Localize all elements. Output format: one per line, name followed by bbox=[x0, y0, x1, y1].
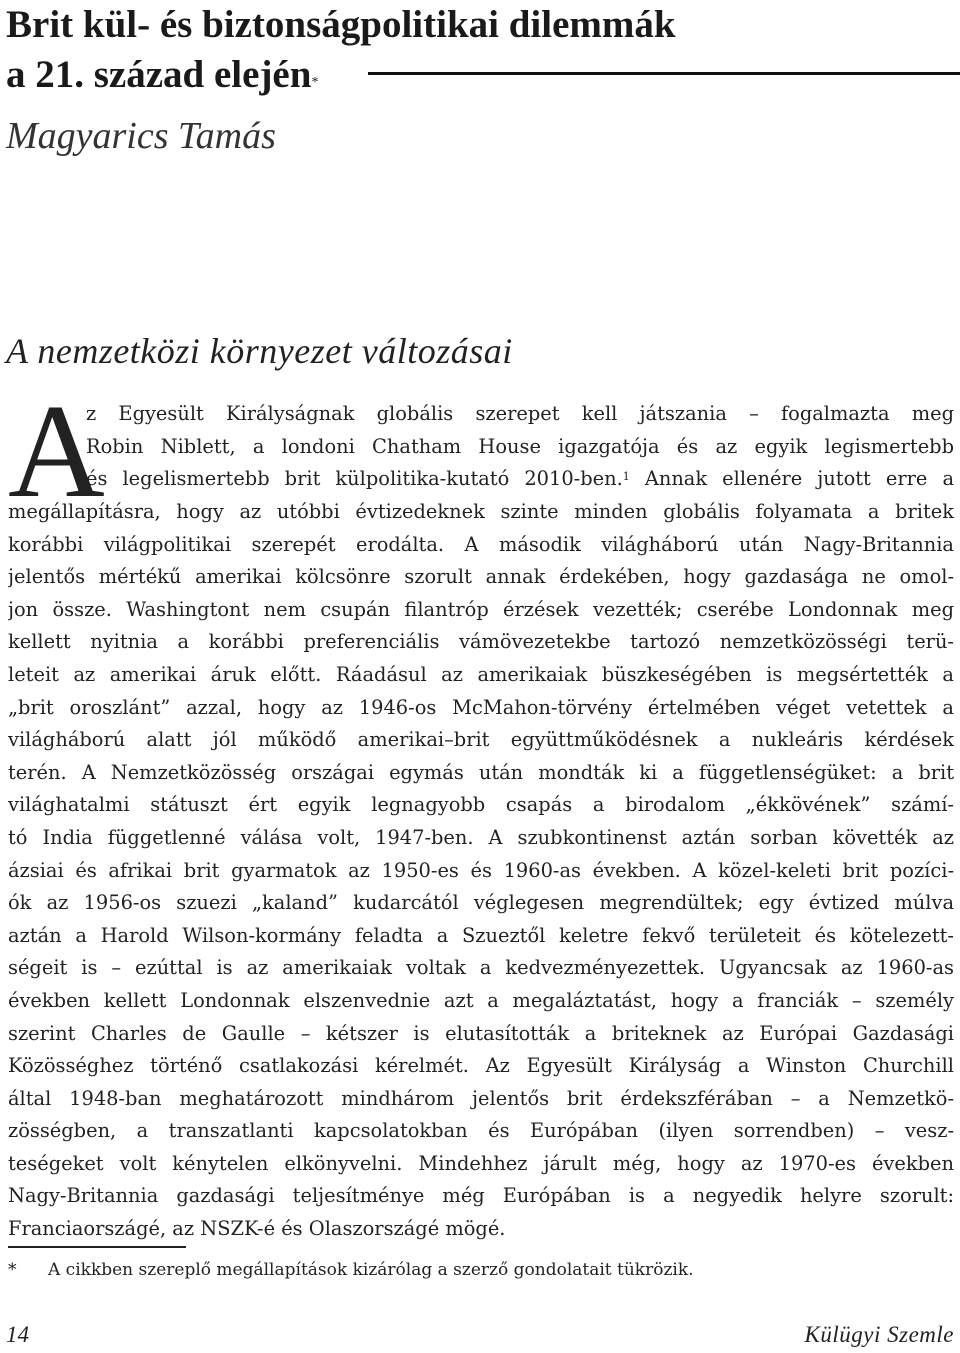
body-line-text: és legelismertebb brit külpolitika-kutató 2010-ben. bbox=[86, 467, 623, 491]
body-line: zösségben, a transzatlanti kapcsolatokban és Európában (ilyen sorrendben) – vesz- bbox=[8, 1119, 954, 1143]
body-line: Franciaországé, az NSZK-é és Olaszországé mögé. bbox=[8, 1217, 506, 1241]
body-line-tail: Annak ellenére jutott erre a bbox=[629, 467, 954, 491]
footnote-text: A cikkben szereplő megállapítások kizárólag a szerző gondolatait tükrözik. bbox=[48, 1260, 694, 1280]
body-line: világháború alatt jól működő amerikai–brit együttműködésnek a nukleáris kérdések bbox=[8, 728, 954, 752]
body-line: teségeket volt kénytelen elkönyvelni. Mindehhez járult még, hogy az 1970-es években bbox=[8, 1151, 954, 1175]
title-rule bbox=[368, 72, 960, 75]
drop-cap: A bbox=[8, 377, 105, 525]
footnote-mark: * bbox=[8, 1260, 17, 1280]
body-line: aztán a Harold Wilson-kormány feladta a Szueztől keletre fekvő területeit és kötelezett- bbox=[8, 923, 954, 947]
body-line: leteit az amerikai áruk előtt. Ráadásul az amerikaiak büszkeségében is megsértették a bbox=[8, 662, 954, 686]
title-footnote-marker: * bbox=[311, 75, 319, 90]
section-heading: A nemzetközi környezet változásai bbox=[6, 331, 513, 371]
footnote-rule bbox=[8, 1246, 186, 1248]
article-title-line2-text: a 21. század elején bbox=[6, 53, 312, 96]
body-line: Nagy-Britannia gazdasági teljesítménye még Európában is a negyedik helyre szorult: bbox=[8, 1184, 954, 1208]
body-line: által 1948-ban meghatározott mindhárom jelentős brit érdekszférában – a Nemzetkö- bbox=[8, 1086, 954, 1110]
body-line: ók az 1956-os szuezi „kaland” kudarcától véglegesen megrendültek; egy évtized múlva bbox=[8, 891, 954, 915]
footnote-reference: 1 bbox=[622, 470, 630, 484]
page-number: 14 bbox=[6, 1322, 29, 1347]
article-title-line1: Brit kül- és biztonságpolitikai dilemmák bbox=[6, 3, 676, 46]
body-line: ségeit is – ezúttal is az amerikaiak voltak a kedvezményezettek. Ugyancsak az 1960-as bbox=[8, 956, 954, 980]
body-line: terén. A Nemzetközösség országai egymás után mondták ki a függetlenségüket: a brit bbox=[8, 760, 954, 784]
body-line: ázsiai és afrikai brit gyarmatok az 1950-es és 1960-as években. A közel-keleti brit pozíci- bbox=[8, 858, 954, 882]
body-line: jelentős mértékű amerikai kölcsönre szorult annak érdekében, hogy gazdasága ne omol- bbox=[8, 565, 954, 589]
intro-paragraph bbox=[86, 398, 954, 496]
author-name: Magyarics Tamás bbox=[6, 115, 276, 157]
main-paragraph bbox=[8, 496, 954, 1246]
body-line bbox=[86, 463, 954, 496]
body-line: években kellett Londonnak elszenvednie azt a megaláztatást, hogy a franciák – személy bbox=[8, 988, 954, 1012]
body-line: kellett nyitnia a korábbi preferenciális vámövezetekbe tartozó nemzetközösségi terü- bbox=[8, 630, 954, 654]
journal-name: Külügyi Szemle bbox=[804, 1322, 954, 1347]
footnote bbox=[8, 1260, 694, 1280]
body-line: korábbi világpolitikai szerepét erodálta. A második világháború után Nagy-Britannia bbox=[8, 532, 954, 556]
article-title-line2 bbox=[6, 50, 956, 100]
body-line: világhatalmi státuszt ért egyik legnagyobb csapás a birodalom „ékkövének” számí- bbox=[8, 793, 954, 817]
body-line: megállapításra, hogy az utóbbi évtizedeknek szinte minden globális folyamata a britek bbox=[8, 500, 954, 523]
body-line: „brit oroszlánt” azzal, hogy az 1946-os McMahon-törvény értelmében véget vetettek a bbox=[8, 695, 954, 719]
body-line: jon össze. Washingtont nem csupán filantróp érzések vezették; cserébe Londonnak meg bbox=[8, 597, 954, 621]
body-line: szerint Charles de Gaulle – kétszer is elutasították a briteknek az Európai Gazdasági bbox=[8, 1021, 954, 1045]
article-title bbox=[6, 0, 956, 100]
body-line: Robin Niblett, a londoni Chatham House igazgatója és az egyik legismertebb bbox=[86, 434, 954, 458]
body-line: Közösséghez történő csatlakozási kérelmét. Az Egyesült Királyság a Winston Churchill bbox=[8, 1054, 954, 1078]
body-line: z Egyesült Királyságnak globális szerepet kell játszania – fogalmazta meg bbox=[86, 402, 954, 425]
body-line: tó India függetlenné válása volt, 1947-ben. A szubkontinenst aztán sorban követték az bbox=[8, 825, 954, 849]
